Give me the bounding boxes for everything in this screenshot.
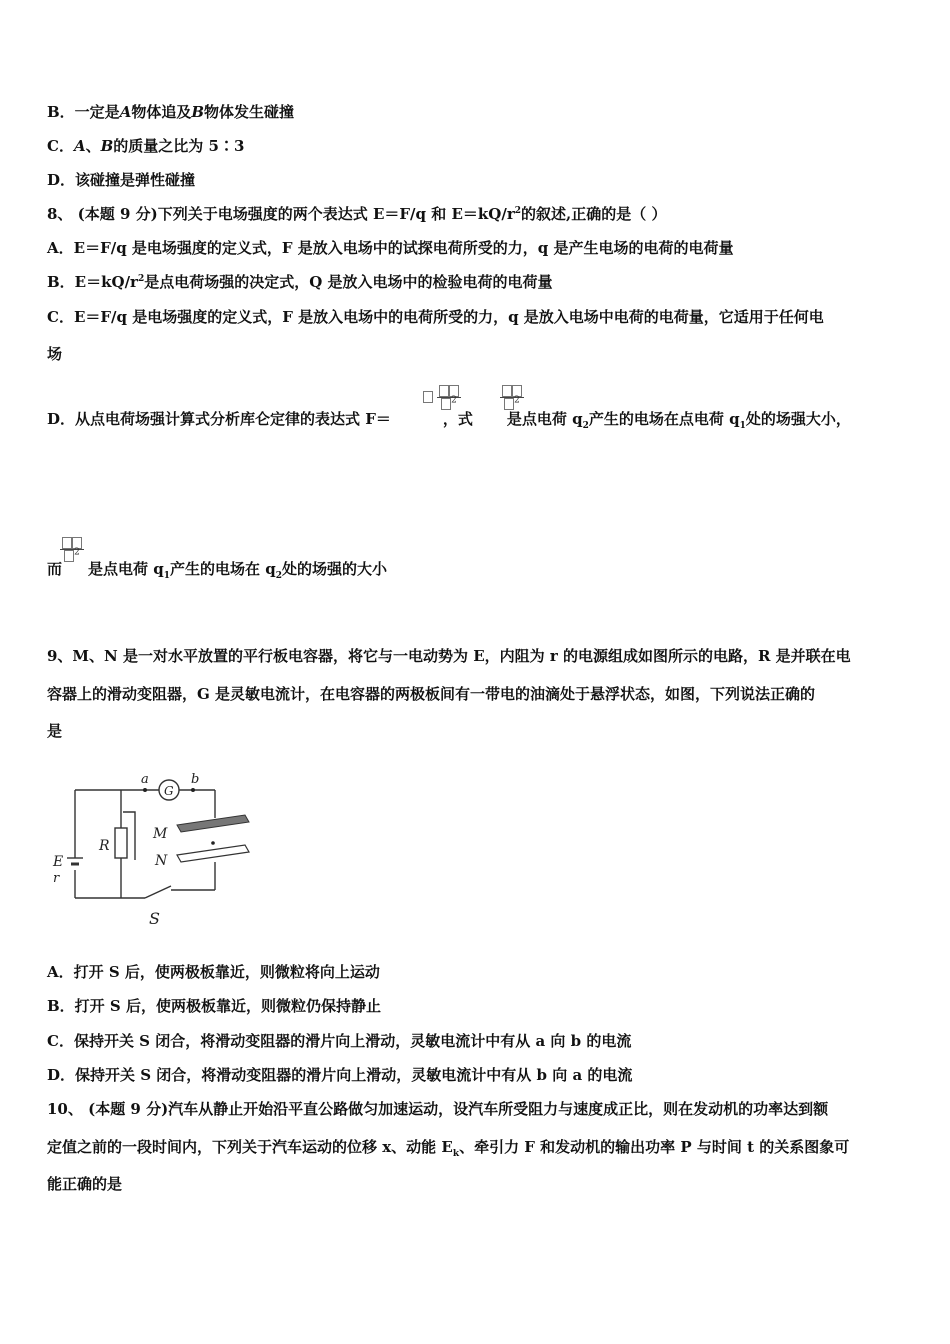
q8-option-c-line1: C．E＝F/q 是电场强度的定义式，F 是放入电场中的电荷所受的力，q 是放入电场中电荷的电荷量，它适用于任何电	[47, 308, 824, 326]
circuit-diagram	[45, 770, 255, 930]
q8-stem: 8、 (本题 9 分)下列关于电场强度的两个表达式 E＝F/q 和 $E=kQ/r^2$的叙述,正确的是（ ）	[47, 205, 667, 223]
q9-option-b: B．打开 S 后，使两极板靠近，则微粒仍保持静止	[47, 997, 381, 1015]
q7-option-c: C．A、B的质量之比为 5∶3	[47, 137, 245, 155]
q9-stem-line3: 是	[47, 722, 63, 740]
q8-option-b: B．$E=kQ/r^2$是点电荷场强的决定式，Q 是放入电场中的检验电荷的电荷量	[47, 273, 553, 291]
q9-stem-line2: 容器上的滑动变阻器，G 是灵敏电流计，在电容器的两极板间有一带电的油滴处于悬浮状态，如图，下列说法正确的	[47, 685, 816, 703]
q8-option-c-line2: 场	[47, 345, 63, 363]
label-b: b	[191, 772, 200, 787]
field-formula-image-2: 2	[60, 537, 84, 562]
label-g: G	[164, 784, 174, 798]
q9-option-c: C．保持开关 S 闭合，将滑动变阻器的滑片向上滑动，灵敏电流计中有从 a 向 b 的电流	[47, 1032, 632, 1050]
label-e: E	[53, 854, 64, 870]
q9-stem-line1: 9、M、N 是一对水平放置的平行板电容器，将它与一电动势为 E，内阻为 r 的电源组成如图所示的电路，R 是并联在电	[47, 647, 851, 665]
q8-option-d-line1: D．从点电荷场强计算式分析库仑定律的表达式 F＝ ，式 是点电荷 $q_2$产生的电场在点电荷 $q_1$处的场强大小，	[47, 410, 851, 431]
plate-m	[177, 815, 249, 832]
label-a: a	[141, 772, 149, 787]
field-formula-image-1: 2	[500, 385, 524, 410]
label-n: N	[155, 853, 168, 869]
plate-n	[177, 845, 249, 862]
label-r-resistor: R	[99, 838, 110, 854]
coulomb-formula-image: 2	[425, 385, 461, 410]
q9-option-a: A．打开 S 后，使两极板靠近，则微粒将向上运动	[47, 963, 380, 981]
q8-option-a: A．E＝F/q 是电场强度的定义式，F 是放入电场中的试探电荷所受的力，q 是产生电场的电荷的电荷量	[47, 239, 734, 257]
label-m: M	[153, 826, 168, 842]
q7-option-b: B．一定是A物体追及B物体发生碰撞	[47, 103, 295, 121]
label-s: S	[149, 909, 160, 928]
q8-option-d-line2: 而 是点电荷 $q_1$产生的电场在 $q_2$处的场强的大小	[47, 560, 387, 581]
q9-option-d: D．保持开关 S 闭合，将滑动变阻器的滑片向上滑动，灵敏电流计中有从 b 向 a 的电流	[47, 1066, 633, 1084]
q10-stem-line2: 定值之前的一段时间内，下列关于汽车运动的位移 x、动能 $E_k$、牵引力 F 和发动机的输出功率 P 与时间 t 的关系图象可	[47, 1138, 850, 1159]
q10-stem-line1: 10、 (本题 9 分)汽车从静止开始沿平直公路做匀加速运动，设汽车所受阻力与速度成正比，则在发动机的功率达到额	[47, 1100, 829, 1118]
q10-stem-line3: 能正确的是	[47, 1175, 123, 1193]
label-r-internal: r	[53, 871, 60, 886]
q7-option-d: D．该碰撞是弹性碰撞	[47, 171, 196, 189]
oil-drop	[211, 841, 215, 845]
